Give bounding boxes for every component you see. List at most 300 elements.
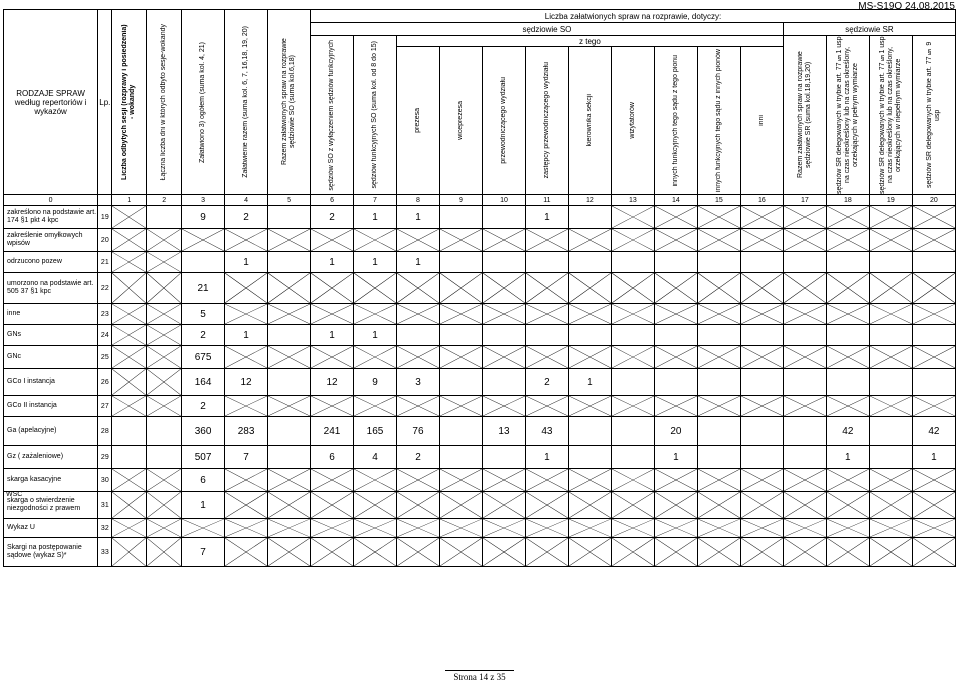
empty-cell [912,325,955,346]
crossed-cell [439,492,482,519]
value-cell: 1 [525,206,568,229]
crossed-cell [826,396,869,417]
empty-cell [783,369,826,396]
value-cell: 1 [354,206,397,229]
empty-cell [268,252,311,273]
crossed-cell [783,229,826,252]
crossed-cell [568,346,611,369]
row-label-text: Skargi na postępowanie sądowe (wykaz S)* [7,544,82,559]
crossed-cell [354,396,397,417]
row-lp: 29 [98,446,112,469]
crossed-cell [826,519,869,538]
crossed-cell [112,252,147,273]
row-lp: 26 [98,369,112,396]
table-row [4,519,956,538]
header-col2-text: Łączna liczba dni w których odbyto sesje-wokandy [160,23,168,181]
header-col6-text: sędziów SO z wyłączeniem sędziów funkcyjnych [328,39,336,191]
crossed-cell [912,396,955,417]
row-label [4,325,98,346]
column-number: 2 [147,195,182,206]
crossed-cell [869,469,912,492]
crossed-cell [740,469,783,492]
crossed-cell [654,469,697,492]
crossed-cell [147,469,182,492]
crossed-cell [912,229,955,252]
header-col4-text: Załatwienie razem (suma kol. 6, 7, 16,18, 19, 20) [242,26,250,178]
empty-cell [439,325,482,346]
crossed-cell [397,469,440,492]
row-lp: 31 [98,492,112,519]
crossed-cell [439,346,482,369]
crossed-cell [568,538,611,567]
empty-cell [783,417,826,446]
row-label [4,252,98,273]
crossed-cell [783,519,826,538]
header-col14-text: innych funkcyjnych tego sądu z tego pionu [671,54,679,187]
crossed-cell [112,492,147,519]
header-col7 [354,36,397,195]
empty-cell [482,206,525,229]
header-col20 [912,36,955,195]
crossed-cell [611,229,654,252]
crossed-cell [439,304,482,325]
crossed-cell [912,519,955,538]
crossed-cell [147,229,182,252]
crossed-cell [311,229,354,252]
crossed-cell [783,206,826,229]
empty-cell [611,446,654,469]
crossed-cell [112,369,147,396]
crossed-cell [869,346,912,369]
value-cell: 1 [311,252,354,273]
crossed-cell [112,206,147,229]
header-col12 [568,47,611,195]
value-cell: 76 [397,417,440,446]
crossed-cell [869,492,912,519]
row-label [4,273,98,304]
crossed-cell [268,519,311,538]
row-label-text: Ga (apelacyjne) [7,427,57,434]
row-label [4,538,98,567]
crossed-cell [654,206,697,229]
crossed-cell [525,346,568,369]
value-cell: 1 [397,206,440,229]
crossed-cell [611,304,654,325]
header-col16-text: inni [757,115,765,127]
table-row [4,273,956,304]
crossed-cell [147,325,182,346]
value-cell: 1 [182,492,225,519]
empty-cell [783,252,826,273]
crossed-cell [611,346,654,369]
empty-cell [439,369,482,396]
value-cell: 3 [397,369,440,396]
crossed-cell [311,346,354,369]
crossed-cell [397,396,440,417]
crossed-cell [225,519,268,538]
header-col10-text: przewodniczącego wydziału [499,77,507,165]
header-col2 [147,10,182,195]
table-row [4,304,956,325]
column-number: 11 [525,195,568,206]
empty-cell [568,417,611,446]
crossed-cell [482,469,525,492]
value-cell: 7 [182,538,225,567]
crossed-cell [783,396,826,417]
crossed-cell [697,273,740,304]
value-cell: 6 [182,469,225,492]
crossed-cell [112,538,147,567]
row-label [4,346,98,369]
crossed-cell [826,206,869,229]
crossed-cell [439,519,482,538]
header-col16 [740,47,783,195]
row-label-text: zakreślenie omyłkowych wpisów [7,232,83,247]
crossed-cell [525,469,568,492]
crossed-cell [268,396,311,417]
crossed-cell [397,538,440,567]
value-cell: 42 [826,417,869,446]
empty-cell [869,325,912,346]
crossed-cell [147,538,182,567]
row-label-text: Gz ( zażaleniowe) [7,453,64,460]
crossed-cell [740,206,783,229]
crossed-cell [611,519,654,538]
row-lp: 22 [98,273,112,304]
crossed-cell [112,346,147,369]
empty-cell [182,252,225,273]
value-cell: 2 [225,206,268,229]
crossed-cell [568,492,611,519]
value-cell: 1 [311,325,354,346]
empty-cell [268,206,311,229]
empty-cell [112,417,147,446]
column-number: 18 [826,195,869,206]
header-col15-text: innych funkcyjnych tego sądu z innych pionów [714,49,722,193]
value-cell: 42 [912,417,955,446]
table-row [4,469,956,492]
value-cell: 283 [225,417,268,446]
crossed-cell [654,273,697,304]
empty-cell [740,446,783,469]
value-cell: 1 [654,446,697,469]
row-lp: 32 [98,519,112,538]
value-cell: 6 [311,446,354,469]
row-label-text: GCo I instancja [7,378,55,385]
value-cell: 2 [397,446,440,469]
column-number: 6 [311,195,354,206]
table-row [4,538,956,567]
table-row [4,252,956,273]
empty-cell [826,252,869,273]
header-col8-text: prezesa [413,108,421,134]
value-cell: 2 [182,396,225,417]
value-cell: 360 [182,417,225,446]
empty-cell [740,417,783,446]
empty-cell [611,325,654,346]
crossed-cell [112,469,147,492]
row-label-text: GNc [7,353,21,360]
crossed-cell [826,469,869,492]
page-number: Strona 14 z 35 [445,670,513,683]
value-cell: 241 [311,417,354,446]
header-col4 [225,10,268,195]
empty-cell [439,206,482,229]
empty-cell [654,369,697,396]
crossed-cell [112,519,147,538]
value-cell: 1 [354,252,397,273]
crossed-cell [568,304,611,325]
empty-cell [439,417,482,446]
header-col5-text: Razem załatwionych spraw na rozprawie sędziowie SO (suma kol.6,18) [281,38,297,166]
table-row [4,369,956,396]
row-lp: 28 [98,417,112,446]
value-cell: 5 [182,304,225,325]
crossed-cell [311,304,354,325]
header-col19-text: sędziów SR delegowanych w trybie art. 77 §1 usp na czas nieokreślony lub na czas określony, orzekających w niepełnym wymiarze [878,36,902,194]
row-label [4,446,98,469]
crossed-cell [112,396,147,417]
crossed-cell [225,538,268,567]
crossed-cell [268,469,311,492]
crossed-cell [147,369,182,396]
form-code: MS-S19O 24.08.2015 [858,1,955,12]
column-number: 0 [4,195,98,206]
crossed-cell [439,229,482,252]
crossed-cell [912,206,955,229]
crossed-cell [912,538,955,567]
crossed-cell [311,396,354,417]
empty-cell [482,325,525,346]
column-number: 5 [268,195,311,206]
row-label-text: skarga kasacyjne [7,476,62,483]
value-cell: 1 [568,369,611,396]
crossed-cell [439,396,482,417]
crossed-cell [740,304,783,325]
crossed-cell [397,519,440,538]
crossed-cell [225,492,268,519]
crossed-cell [654,346,697,369]
crossed-cell [268,346,311,369]
crossed-cell [112,229,147,252]
column-number: 15 [697,195,740,206]
crossed-cell [697,304,740,325]
header-col17 [783,36,826,195]
crossed-cell [354,519,397,538]
column-number: 13 [611,195,654,206]
row-lp: 33 [98,538,112,567]
header-col1-text: Liczba odbytych sesji (rozprawy i posiedzenia) - wokandy [121,24,137,180]
row-lp: 27 [98,396,112,417]
empty-cell [783,325,826,346]
header-col9 [439,47,482,195]
empty-cell [912,252,955,273]
row-lp: 30 [98,469,112,492]
row-label [4,369,98,396]
crossed-cell [525,538,568,567]
table-row [4,417,956,446]
row-group-label: WSC [6,491,23,498]
row-lp: 24 [98,325,112,346]
crossed-cell [439,538,482,567]
value-cell: 9 [354,369,397,396]
column-number: 1 [112,195,147,206]
empty-cell [525,252,568,273]
crossed-cell [869,304,912,325]
table-row [4,446,956,469]
crossed-cell [783,492,826,519]
column-number: 7 [354,195,397,206]
crossed-cell [826,346,869,369]
empty-cell [869,252,912,273]
table-row [4,206,956,229]
header-sedziowie-so: sędziowie SO [311,23,784,36]
crossed-cell [268,538,311,567]
row-label [4,206,98,229]
table-row [4,325,956,346]
crossed-cell [147,273,182,304]
column-number: 12 [568,195,611,206]
empty-cell [268,417,311,446]
crossed-cell [697,519,740,538]
value-cell: 12 [311,369,354,396]
row-label-text: Wykaz U [7,524,35,531]
crossed-cell [740,492,783,519]
crossed-cell [697,229,740,252]
crossed-cell [826,538,869,567]
value-cell: 164 [182,369,225,396]
empty-cell [740,369,783,396]
empty-cell [826,325,869,346]
header-col7-text: sędziów funkcyjnych SO (suma kol. od 8 do 15) [371,41,378,189]
crossed-cell [311,538,354,567]
crossed-cell [225,304,268,325]
row-label [4,519,98,538]
row-lp: 19 [98,206,112,229]
column-number: 19 [869,195,912,206]
crossed-cell [439,273,482,304]
empty-cell [568,206,611,229]
row-lp: 21 [98,252,112,273]
crossed-cell [482,273,525,304]
crossed-cell [147,252,182,273]
crossed-cell [912,273,955,304]
crossed-cell [311,273,354,304]
crossed-cell [225,346,268,369]
empty-cell [147,206,182,229]
header-top-group: Liczba załatwionych spraw na rozprawie, dotyczy: [311,10,956,23]
header-sedziowie-sr: sędziowie SR [783,23,955,36]
value-cell: 2 [525,369,568,396]
crossed-cell [740,396,783,417]
crossed-cell [225,469,268,492]
crossed-cell [354,304,397,325]
row-label-text: odrzucono pozew [7,258,62,265]
row-label-text: umorzono na podstawie art. 505 37 §1 kpc [7,280,94,295]
value-cell: 13 [482,417,525,446]
crossed-cell [826,492,869,519]
row-label-text: skarga o stwierdzenie niezgodności z prawem [7,497,81,512]
empty-cell [268,325,311,346]
empty-cell [568,446,611,469]
crossed-cell [697,396,740,417]
crossed-cell [182,229,225,252]
crossed-cell [697,492,740,519]
crossed-cell [439,469,482,492]
value-cell: 7 [225,446,268,469]
crossed-cell [654,396,697,417]
crossed-cell [482,519,525,538]
value-cell: 165 [354,417,397,446]
crossed-cell [147,304,182,325]
crossed-cell [912,469,955,492]
empty-cell [147,417,182,446]
header-col14 [654,47,697,195]
header-col13-text: wizytatorów [628,102,636,139]
empty-cell [112,446,147,469]
crossed-cell [611,273,654,304]
header-col8 [397,47,440,195]
row-label [4,469,98,498]
crossed-cell [654,304,697,325]
crossed-cell [783,273,826,304]
crossed-cell [740,229,783,252]
row-label [4,304,98,325]
empty-cell [268,446,311,469]
column-number: 9 [439,195,482,206]
crossed-cell [826,273,869,304]
crossed-cell [783,346,826,369]
empty-cell [482,369,525,396]
column-number: 14 [654,195,697,206]
crossed-cell [869,519,912,538]
column-number: 4 [225,195,268,206]
column-number [98,195,112,206]
crossed-cell [112,325,147,346]
crossed-cell [311,469,354,492]
row-lp: 20 [98,229,112,252]
crossed-cell [525,273,568,304]
crossed-cell [354,273,397,304]
crossed-cell [354,492,397,519]
row-label [4,492,98,519]
row-label-text: GCo II instancja [7,402,57,409]
empty-cell [654,252,697,273]
header-col19 [869,36,912,195]
header-col5 [268,10,311,195]
header-col6 [311,36,354,195]
value-cell: 1 [525,446,568,469]
crossed-cell [740,346,783,369]
crossed-cell [654,538,697,567]
value-cell: 20 [654,417,697,446]
crossed-cell [740,538,783,567]
row-label [4,396,98,417]
crossed-cell [611,538,654,567]
empty-cell [697,325,740,346]
crossed-cell [525,492,568,519]
value-cell: 2 [182,325,225,346]
table-row [4,492,956,519]
empty-cell [611,417,654,446]
crossed-cell [268,492,311,519]
value-cell: 4 [354,446,397,469]
crossed-cell [783,304,826,325]
empty-cell [268,369,311,396]
value-cell: 9 [182,206,225,229]
crossed-cell [482,492,525,519]
crossed-cell [482,304,525,325]
